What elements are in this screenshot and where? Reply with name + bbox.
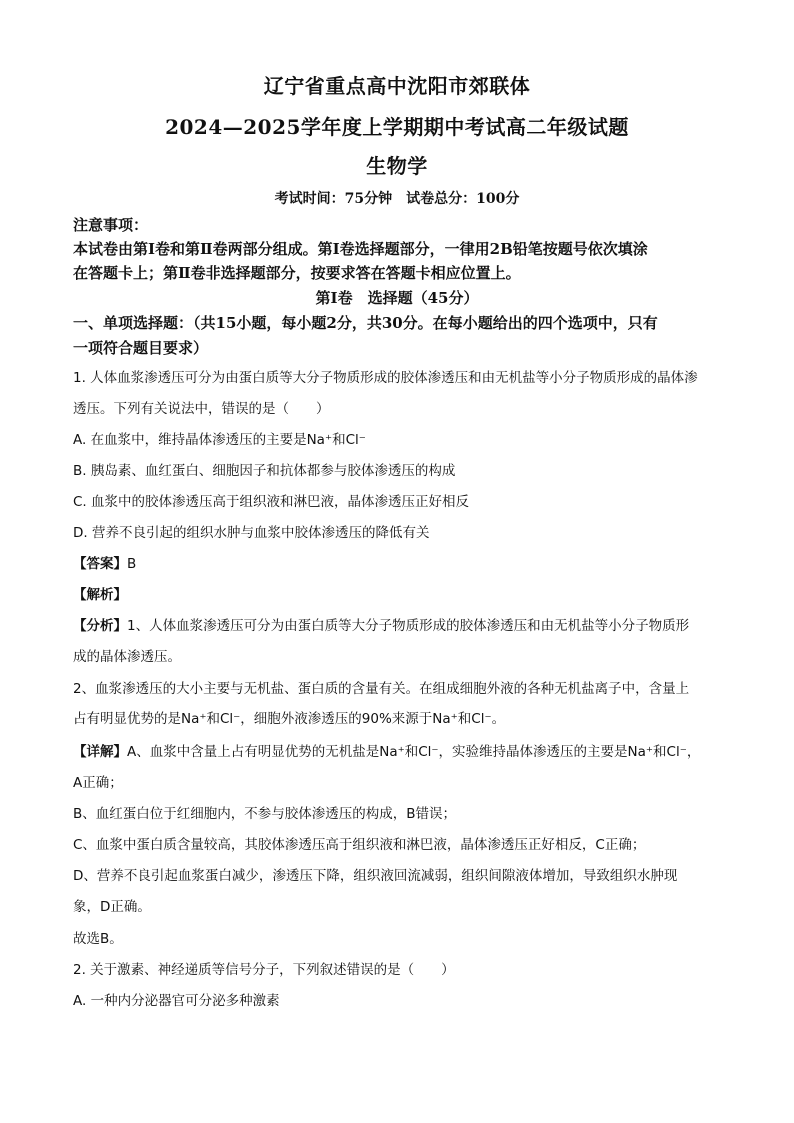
q1-conclusion: 故选B。 [73, 931, 123, 947]
q1-analysis-line-1 [73, 614, 733, 634]
q1-option-b: B. 胰岛素、血红蛋白、细胞因子和抗体都参与胶体渗透压的构成 [73, 463, 456, 479]
q1-answer [73, 552, 136, 572]
detail-tag: 【详解】 [73, 744, 127, 760]
q1-detail-line-1 [73, 740, 733, 760]
exam-info: 考试时间：75分钟 试卷总分：100分 [274, 191, 520, 207]
analysis-text-1: 1、人体血浆渗透压可分为由蛋白质等大分子物质形成的胶体渗透压和由无机盐等小分子物质形 [127, 618, 690, 634]
q1-detail-line-4: C、血浆中蛋白质含量较高，其胶体渗透压高于组织液和淋巴液，晶体渗透压正好相反，C正确； [73, 837, 646, 853]
answer-value: B [127, 556, 137, 572]
q1-detail-line-5: D、营养不良引起血浆蛋白减少，渗透压下降，组织液回流减弱，组织间隙液体增加，导致组织水肿现 [73, 868, 678, 884]
part1-title: 第Ⅰ卷 选择题（45分） [315, 289, 479, 307]
notice-line-1: 本试卷由第Ⅰ卷和第Ⅱ卷两部分组成。第Ⅰ卷选择题部分，一律用2B铅笔按题号依次填涂 [73, 240, 648, 258]
part1-instruction-line-2: 一项符合题目要求） [73, 339, 209, 357]
analysis-tag: 【分析】 [73, 618, 127, 634]
explanation-tag: 【解析】 [73, 587, 127, 603]
notice-heading: 注意事项： [73, 216, 149, 234]
q1-analysis-line-3: 2、血浆渗透压的大小主要与无机盐、蛋白质的含量有关。在组成细胞外液的各种无机盐离子中，含量上 [73, 681, 690, 697]
subject-title: 生物学 [366, 154, 428, 178]
q1-detail-line-2: A正确； [73, 775, 123, 791]
exam-title-line1: 辽宁省重点高中沈阳市郊联体 [263, 74, 531, 98]
q1-option-d: D. 营养不良引起的组织水肿与血浆中胶体渗透压的降低有关 [73, 525, 430, 541]
q1-detail-line-3: B、血红蛋白位于红细胞内，不参与胶体渗透压的构成，B错误； [73, 806, 457, 822]
q1-analysis-line-4: 占有明显优势的是Na⁺和Cl⁻，细胞外液渗透压的90%来源于Na⁺和Cl⁻。 [73, 711, 506, 727]
notice-line-2: 在答题卡上；第Ⅱ卷非选择题部分，按要求答在答题卡相应位置上。 [73, 264, 521, 282]
q1-stem-line-1: 1. 人体血浆渗透压可分为由蛋白质等大分子物质形成的胶体渗透压和由无机盐等小分子物质形成的晶体渗 [73, 370, 698, 386]
q1-stem-line-2: 透压。下列有关说法中，错误的是（ ） [73, 401, 330, 417]
q1-option-a: A. 在血浆中，维持晶体渗透压的主要是Na⁺和Cl⁻ [73, 432, 366, 448]
exam-title-line2: 2024—2025学年度上学期期中考试高二年级试题 [165, 115, 629, 139]
q1-explanation-tag [73, 583, 127, 603]
q1-analysis-line-2: 成的晶体渗透压。 [73, 649, 181, 665]
detail-text-1: A、血浆中含量上占有明显优势的无机盐是Na⁺和Cl⁻，实验维持晶体渗透压的主要是Na⁺和Cl⁻， [127, 744, 701, 760]
part1-instruction-line-1: 一、单项选择题：（共15小题，每小题2分，共30分。在每小题给出的四个选项中，只有 [73, 314, 658, 332]
q2-stem: 2. 关于激素、神经递质等信号分子，下列叙述错误的是（ ） [73, 962, 455, 978]
q1-option-c: C. 血浆中的胶体渗透压高于组织液和淋巴液，晶体渗透压正好相反 [73, 494, 470, 510]
answer-tag: 【答案】 [73, 556, 127, 572]
q2-option-a: A. 一种内分泌器官可分泌多种激素 [73, 993, 280, 1009]
q1-detail-line-6: 象，D正确。 [73, 899, 151, 915]
